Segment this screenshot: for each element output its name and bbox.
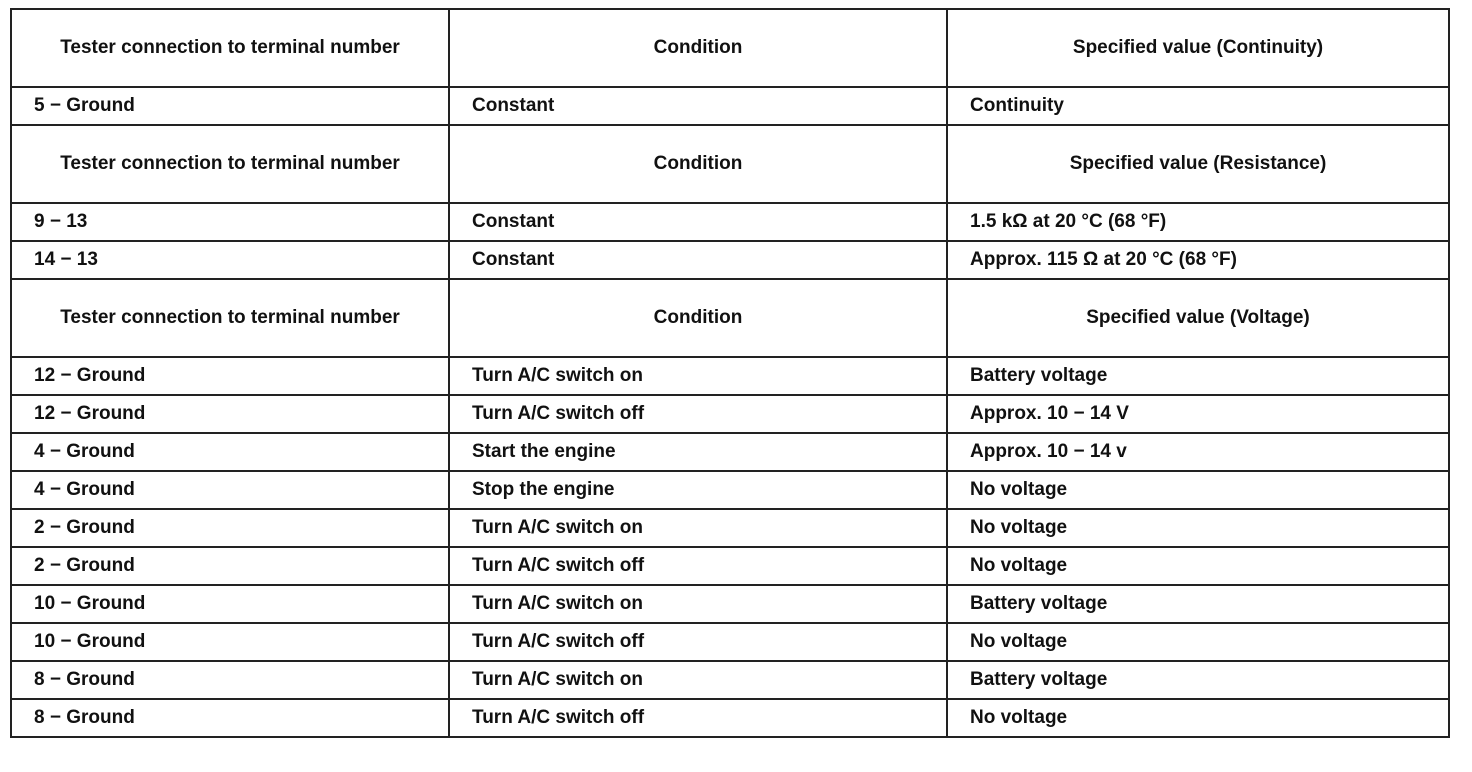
header-specified-value: Specified value (Voltage)	[947, 279, 1449, 357]
table-row	[11, 433, 1449, 471]
condition-cell: Start the engine	[449, 433, 947, 471]
specified-value-cell: No voltage	[947, 471, 1449, 509]
specified-value-cell: 1.5 kΩ at 20 °C (68 °F)	[947, 203, 1449, 241]
condition-cell: Turn A/C switch off	[449, 699, 947, 737]
tester-connection-cell: 9 − 13	[11, 203, 449, 241]
tester-connection-cell: 12 − Ground	[11, 357, 449, 395]
header-condition: Condition	[449, 125, 947, 203]
specified-value-cell: Continuity	[947, 87, 1449, 125]
table-row	[11, 547, 1449, 585]
header-specified-value: Specified value (Continuity)	[947, 9, 1449, 87]
condition-cell: Constant	[449, 241, 947, 279]
tester-connection-cell: 10 − Ground	[11, 623, 449, 661]
table-row	[11, 585, 1449, 623]
condition-cell: Turn A/C switch off	[449, 395, 947, 433]
table-row	[11, 509, 1449, 547]
specified-value-cell: No voltage	[947, 509, 1449, 547]
specified-value-cell: No voltage	[947, 623, 1449, 661]
condition-cell: Constant	[449, 87, 947, 125]
table-row	[11, 203, 1449, 241]
table-row	[11, 87, 1449, 125]
tester-connection-cell: 8 − Ground	[11, 661, 449, 699]
tester-connection-cell: 2 − Ground	[11, 509, 449, 547]
tester-connection-cell: 4 − Ground	[11, 471, 449, 509]
inspection-table	[10, 8, 1450, 738]
specified-value-cell: Battery voltage	[947, 357, 1449, 395]
specified-value-cell: No voltage	[947, 699, 1449, 737]
condition-cell: Turn A/C switch on	[449, 585, 947, 623]
condition-cell: Stop the engine	[449, 471, 947, 509]
header-row-continuity	[11, 9, 1449, 87]
table-row	[11, 661, 1449, 699]
header-tester-connection: Tester connection to terminal number	[11, 9, 449, 87]
table-row	[11, 357, 1449, 395]
specified-value-cell: Battery voltage	[947, 661, 1449, 699]
specified-value-cell: Battery voltage	[947, 585, 1449, 623]
table-row	[11, 241, 1449, 279]
table-row	[11, 395, 1449, 433]
tester-connection-cell: 10 − Ground	[11, 585, 449, 623]
header-tester-connection: Tester connection to terminal number	[11, 279, 449, 357]
condition-cell: Turn A/C switch on	[449, 661, 947, 699]
tester-connection-cell: 5 − Ground	[11, 87, 449, 125]
condition-cell: Constant	[449, 203, 947, 241]
inspection-table-body	[11, 9, 1449, 737]
header-condition: Condition	[449, 9, 947, 87]
header-row-voltage	[11, 279, 1449, 357]
table-row	[11, 699, 1449, 737]
condition-cell: Turn A/C switch off	[449, 547, 947, 585]
header-row-resistance	[11, 125, 1449, 203]
tester-connection-cell: 12 − Ground	[11, 395, 449, 433]
condition-cell: Turn A/C switch on	[449, 357, 947, 395]
specified-value-cell: Approx. 115 Ω at 20 °C (68 °F)	[947, 241, 1449, 279]
header-specified-value: Specified value (Resistance)	[947, 125, 1449, 203]
tester-connection-cell: 8 − Ground	[11, 699, 449, 737]
table-row	[11, 623, 1449, 661]
tester-connection-cell: 2 − Ground	[11, 547, 449, 585]
header-tester-connection: Tester connection to terminal number	[11, 125, 449, 203]
condition-cell: Turn A/C switch off	[449, 623, 947, 661]
table-row	[11, 471, 1449, 509]
header-condition: Condition	[449, 279, 947, 357]
tester-connection-cell: 4 − Ground	[11, 433, 449, 471]
tester-connection-cell: 14 − 13	[11, 241, 449, 279]
specified-value-cell: Approx. 10 − 14 V	[947, 395, 1449, 433]
specified-value-cell: Approx. 10 − 14 v	[947, 433, 1449, 471]
specified-value-cell: No voltage	[947, 547, 1449, 585]
condition-cell: Turn A/C switch on	[449, 509, 947, 547]
